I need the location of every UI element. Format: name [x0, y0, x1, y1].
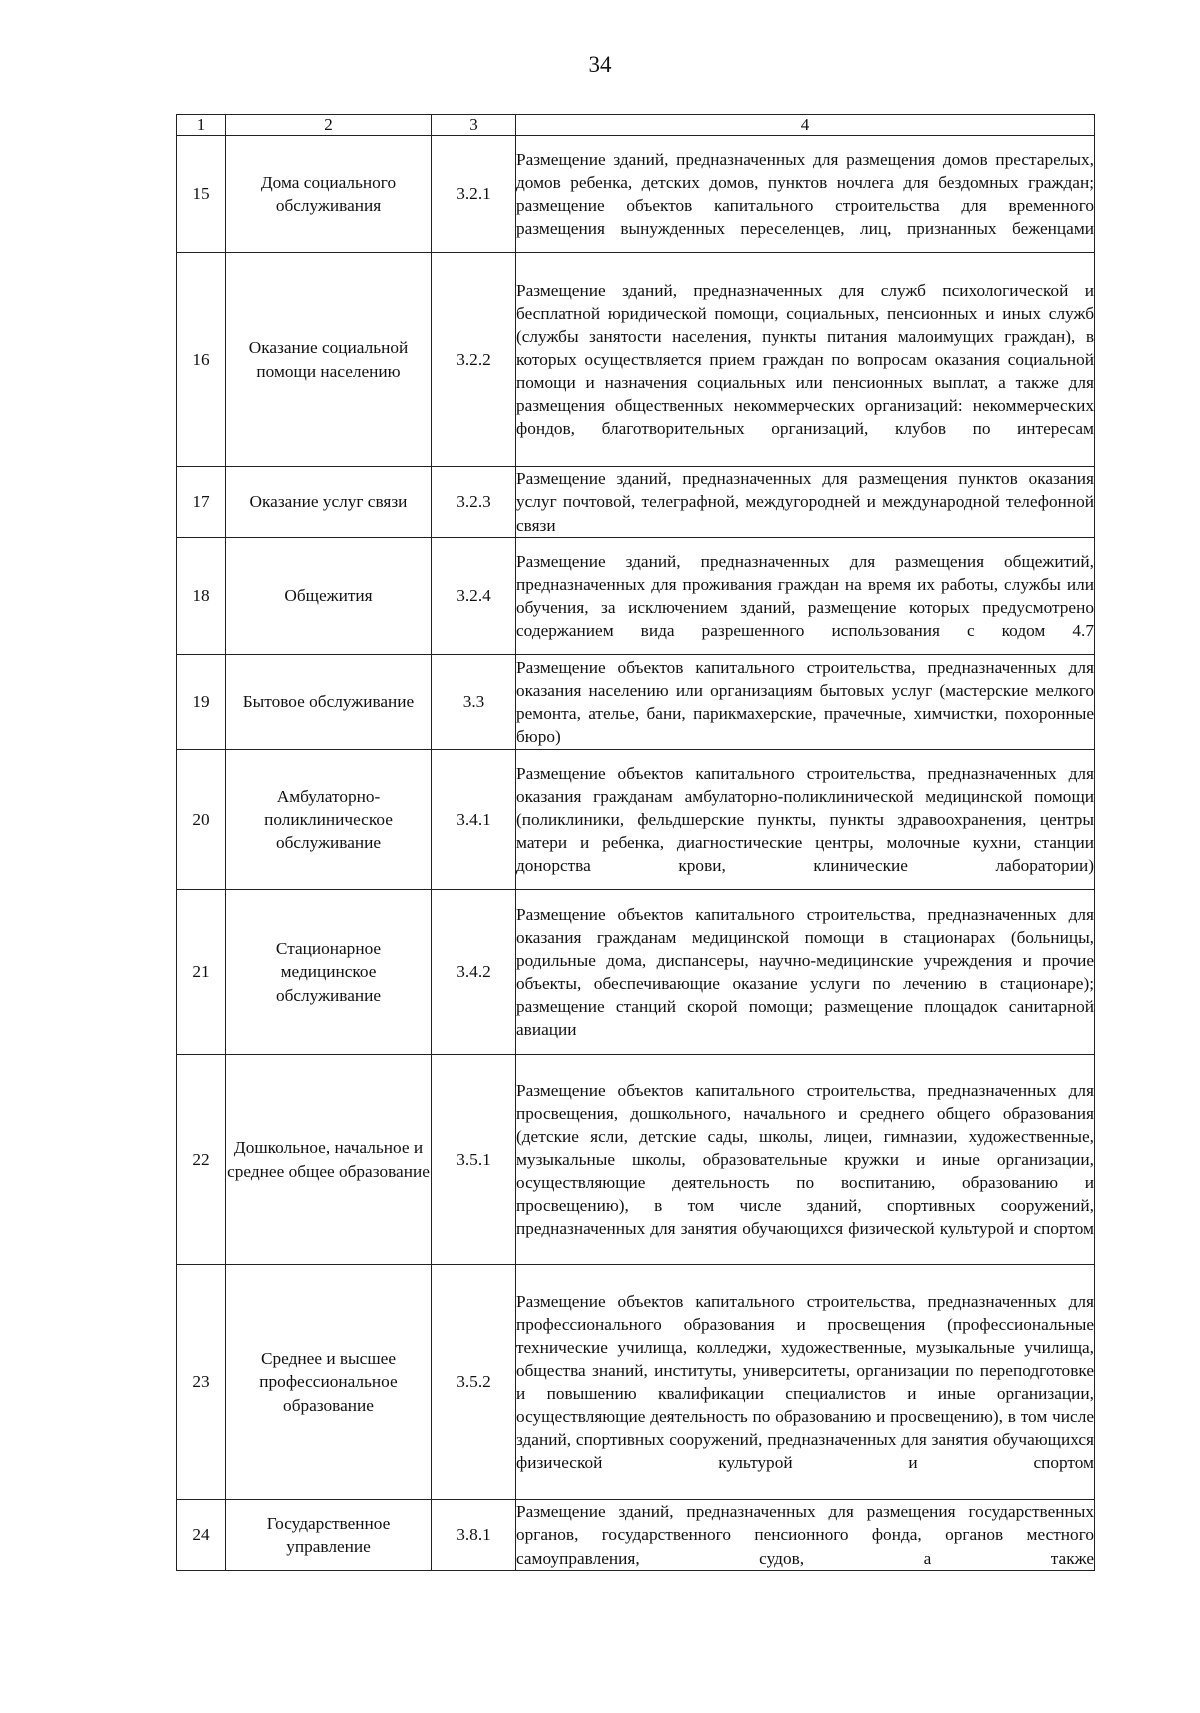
header-col-1: 1: [177, 115, 226, 136]
page-number: 34: [588, 52, 612, 77]
use-type-code: 3.2.3: [432, 467, 516, 538]
table-row: [177, 1265, 1095, 1500]
row-number: 24: [177, 1500, 226, 1571]
header-col-2: 2: [226, 115, 432, 136]
row-number: 18: [177, 538, 226, 655]
use-type-code: 3.2.4: [432, 538, 516, 655]
table-row: [177, 1055, 1095, 1265]
use-type-name: Дошкольное, начальное и среднее общее образование: [226, 1055, 432, 1265]
use-type-description: Размещение объектов капитального строительства, предназначенных для оказания гражданам медицинской помощи в стационарах (больницы, родильные дома, диспансеры, научно-медицинские учреждения и прочие объекты, обеспечивающие оказание услуги по лечению в стационаре); размещение станций скорой помощи; размещение площадок санитарной авиации: [516, 890, 1095, 1055]
table-row: [177, 750, 1095, 890]
use-type-description: Размещение объектов капитального строительства, предназначенных для оказания населению или организациям бытовых услуг (мастерские мелкого ремонта, ателье, бани, парикмахерские, прачечные, химчистки, похоронные бюро): [516, 655, 1095, 750]
table-row: [177, 538, 1095, 655]
table-row: [177, 136, 1095, 253]
table-row: [177, 1500, 1095, 1571]
use-type-description: Размещение объектов капитального строительства, предназначенных для оказания гражданам амбулаторно-поликлинической медицинской помощи (поликлиники, фельдшерские пункты, пункты здравоохранения, центры матери и ребенка, диагностические центры, молочные кухни, станции донорства крови, клинические лаборатории): [516, 750, 1095, 890]
use-type-code: 3.2.1: [432, 136, 516, 253]
table-row: [177, 253, 1095, 467]
use-type-code: 3.8.1: [432, 1500, 516, 1571]
use-type-description: Размещение зданий, предназначенных для размещения домов престарелых, домов ребенка, детских домов, пунктов ночлега для бездомных граждан; размещение объектов капитального строительства для временного размещения вынужденных переселенцев, лиц, признанных беженцами: [516, 136, 1095, 253]
use-type-name: Дома социального обслуживания: [226, 136, 432, 253]
use-type-description: Размещение объектов капитального строительства, предназначенных для просвещения, дошкольного, начального и среднего общего образования (детские ясли, детские сады, школы, лицеи, гимназии, художественные, музыкальные школы, образовательные кружки и иные организации, осуществляющие деятельность по воспитанию, образованию и просвещению), в том числе зданий, спортивных сооружений, предназначенных для занятия обучающихся физической культурой и спортом: [516, 1055, 1095, 1265]
row-number: 22: [177, 1055, 226, 1265]
row-number: 15: [177, 136, 226, 253]
table-row: [177, 890, 1095, 1055]
table-row: [177, 467, 1095, 538]
land-use-table: [176, 114, 1095, 1571]
use-type-description: Размещение зданий, предназначенных для служб психологической и бесплатной юридической помощи, социальных, пенсионных и иных служб (службы занятости населения, пункты питания малоимущих граждан), в которых осуществляется прием граждан по вопросам оказания социальной помощи и назначения социальных или пенсионных выплат, а также для размещения общественных некоммерческих организаций: некоммерческих фондов, благотворительных организаций, клубов по интересам: [516, 253, 1095, 467]
use-type-description: Размещение зданий, предназначенных для размещения общежитий, предназначенных для проживания граждан на время их работы, службы или обучения, за исключением зданий, размещение которых предусмотрено содержанием вида разрешенного использования с кодом 4.7: [516, 538, 1095, 655]
row-number: 17: [177, 467, 226, 538]
use-type-description: Размещение зданий, предназначенных для размещения государственных органов, государственного пенсионного фонда, органов местного самоуправления, судов, а также: [516, 1500, 1095, 1571]
table-header-row: [177, 115, 1095, 136]
use-type-description: Размещение зданий, предназначенных для размещения пунктов оказания услуг почтовой, телеграфной, междугородней и международной телефонной связи: [516, 467, 1095, 538]
row-number: 20: [177, 750, 226, 890]
use-type-name: Бытовое обслуживание: [226, 655, 432, 750]
use-type-code: 3.4.1: [432, 750, 516, 890]
row-number: 23: [177, 1265, 226, 1500]
header-col-3: 3: [432, 115, 516, 136]
row-number: 21: [177, 890, 226, 1055]
row-number: 16: [177, 253, 226, 467]
use-type-name: Среднее и высшее профессиональное образование: [226, 1265, 432, 1500]
row-number: 19: [177, 655, 226, 750]
use-type-name: Амбулаторно-поликлиническое обслуживание: [226, 750, 432, 890]
use-type-name: Оказание социальной помощи населению: [226, 253, 432, 467]
header-col-4: 4: [516, 115, 1095, 136]
use-type-name: Общежития: [226, 538, 432, 655]
use-type-code: 3.2.2: [432, 253, 516, 467]
use-type-code: 3.3: [432, 655, 516, 750]
use-type-code: 3.4.2: [432, 890, 516, 1055]
use-type-name: Государственное управление: [226, 1500, 432, 1571]
table-row: [177, 655, 1095, 750]
use-type-code: 3.5.1: [432, 1055, 516, 1265]
use-type-name: Оказание услуг связи: [226, 467, 432, 538]
use-type-description: Размещение объектов капитального строительства, предназначенных для профессионального образования и просвещения (профессиональные технические училища, колледжи, художественные, музыкальные училища, общества знаний, институты, университеты, организации по переподготовке и повышению квалификации специалистов и иные организации, осуществляющие деятельность по образованию и просвещению), в том числе зданий, спортивных сооружений, предназначенных для занятия обучающихся физической культурой и спортом: [516, 1265, 1095, 1500]
use-type-name: Стационарное медицинское обслуживание: [226, 890, 432, 1055]
use-type-code: 3.5.2: [432, 1265, 516, 1500]
